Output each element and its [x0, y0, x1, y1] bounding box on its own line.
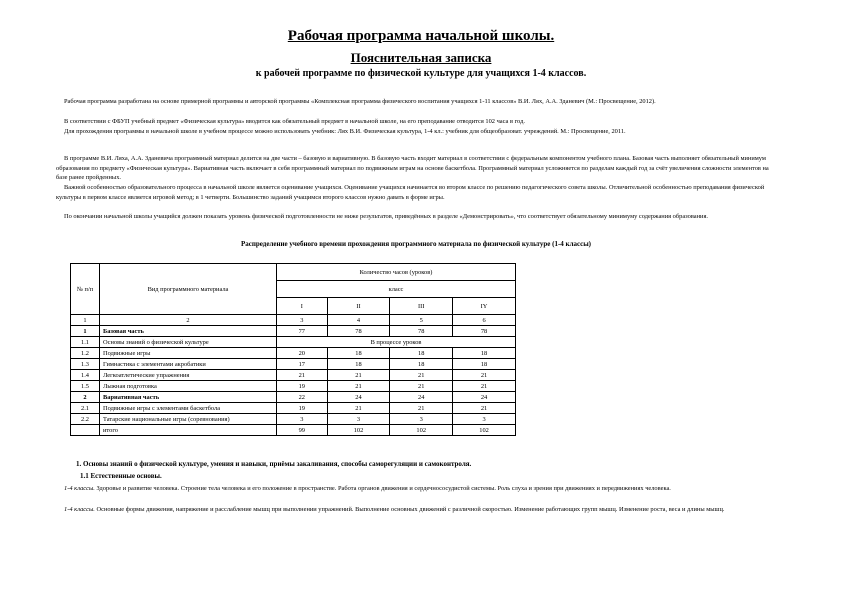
- row-value: 21: [390, 381, 453, 392]
- table-row: [71, 381, 516, 392]
- row-value: 3: [277, 414, 328, 425]
- row-value: 102: [390, 425, 453, 436]
- header-type: Вид программного материала: [100, 264, 277, 315]
- class-label: II: [327, 298, 390, 315]
- row-name: Гимнастика с элементами акробатики: [100, 359, 277, 370]
- row-value: 24: [327, 392, 390, 403]
- header-class: класс: [277, 281, 516, 298]
- index-cell: 3: [277, 315, 328, 326]
- header-hours: Количество часов (уроков): [277, 264, 516, 281]
- row-value: 21: [390, 403, 453, 414]
- row-value: 78: [453, 326, 516, 337]
- row-num: 2: [71, 392, 100, 403]
- index-cell: 2: [100, 315, 277, 326]
- row-value: 18: [453, 359, 516, 370]
- row-name: Татарские национальные игры (соревнования): [100, 414, 277, 425]
- row-value: 3: [453, 414, 516, 425]
- section-1-title: 1. Основы знаний о физической культуре, умения и навыки, приёмы закаливания, способы саморегуляции и самоконтроля.: [76, 460, 472, 468]
- subtitle: Пояснительная записка: [350, 50, 492, 65]
- row-name: Подвижные игры: [100, 348, 277, 359]
- table-row: [71, 403, 516, 414]
- index-cell: 6: [453, 315, 516, 326]
- row-value: 19: [277, 381, 328, 392]
- row-name: Лыжная подготовка: [100, 381, 277, 392]
- paragraph-structure: В программе В.И. Ляха, А.А. Зданевича программный материал делится на две части – базовую и вариативную. В базовую часть входит материал в соответствии с федеральным компонентом учебного плана. Базовая часть выполняет обязательный минимум образования по предмету «Физическая культура». Вариативная часть включает в себя программный материал по подвижным играм на основе баскетбола. Программный материал усложняется по разделам каждый год за счёт увеличения сложности элементов на базе ранее пройденных.: [56, 155, 769, 182]
- section-text-natural: [56, 484, 776, 494]
- row-value: 18: [327, 359, 390, 370]
- section-1-1-title: 1.1 Естественные основы.: [80, 472, 162, 480]
- row-value: 21: [327, 370, 390, 381]
- page-title: Рабочая программа начальной школы.: [287, 28, 555, 44]
- table-row: [71, 370, 516, 381]
- section-text-movement: [56, 505, 776, 515]
- table-row: [71, 359, 516, 370]
- row-value: 77: [277, 326, 328, 337]
- row-value: 19: [277, 403, 328, 414]
- row-name: Легкоатлетические упражнения: [100, 370, 277, 381]
- table-row: [71, 337, 516, 348]
- row-value: 18: [327, 348, 390, 359]
- row-name: итого: [100, 425, 277, 436]
- row-value: 3: [390, 414, 453, 425]
- row-value: 102: [327, 425, 390, 436]
- paragraph-assessment: Важной особенностью образовательного процесса в начальной школе является оценивание учащихся. Оценивание учащихся начинается во втором классе по решению педагогического совета школы. Отличительной особенностью преподавания физической культуры в первом классе является игровой метод; в 1 четверти. Большинство заданий учащимся второго классов нужно давать в форме игры.: [56, 184, 765, 201]
- row-value: 18: [390, 359, 453, 370]
- row-value: 24: [390, 392, 453, 403]
- row-value: 22: [277, 392, 328, 403]
- index-cell: 4: [327, 315, 390, 326]
- row-name: Базовая часть: [100, 326, 277, 337]
- index-cell: 1: [71, 315, 100, 326]
- paragraph-outcome: По окончании начальной школы учащийся должен показать уровень физической подготовленности не ниже результатов, приведённых в разделе «Демонстрировать», что соответствует обязательному минимуму содержания образования.: [64, 213, 708, 220]
- section-text-lead: 1-4 классы.: [64, 485, 95, 492]
- row-num: 1.5: [71, 381, 100, 392]
- table-row: [71, 414, 516, 425]
- row-value: 21: [453, 370, 516, 381]
- section-text-lead: 1-4 классы.: [64, 506, 95, 513]
- row-value: 18: [453, 348, 516, 359]
- row-value: 21: [327, 381, 390, 392]
- row-value: 20: [277, 348, 328, 359]
- subtitle-program: к рабочей программе по физической культуре для учащихся 1-4 классов.: [255, 68, 587, 79]
- paragraph-intro: Рабочая программа разработана на основе примерной программы и авторской программы «Комплексная программа физического воспитания учащихся 1-11 классов» В.И. Лях, А.А. Зданевич (М.: Просвещение, 2012).: [64, 98, 656, 105]
- row-num: 1.1: [71, 337, 100, 348]
- table-row: [71, 348, 516, 359]
- row-value: 18: [390, 348, 453, 359]
- row-value: 78: [327, 326, 390, 337]
- paragraph-textbook: Для прохождения программы в начальной школе в учебном процессе можно использовать учебник: Лях В.И. Физическая культура, 1-4 кл.: учебник для общеобразоват. учреждений. М.: Просвещение, 2011.: [64, 128, 626, 135]
- class-label: I: [277, 298, 328, 315]
- row-num: 1: [71, 326, 100, 337]
- row-value: 102: [453, 425, 516, 436]
- row-value: 17: [277, 359, 328, 370]
- hours-table: [70, 263, 516, 436]
- row-num: 1.3: [71, 359, 100, 370]
- row-num: 1.4: [71, 370, 100, 381]
- row-value: 3: [327, 414, 390, 425]
- section-text-body: Основные формы движения, напряжение и расслабление мышц при выполнении упражнений. Выполнение основных движений с различной скоростью. Изменение работающих групп мышц. Изменение роста, веса и длины мышц.: [94, 506, 725, 513]
- row-value: 21: [327, 403, 390, 414]
- table-row: [71, 392, 516, 403]
- header-num: № п/п: [71, 264, 100, 315]
- section-text-body: Здоровье и развитие человека. Строение тела человека и его положение в пространстве. Работа органов движения и сердечнососудистой системы. Роль слуха и зрения при движениях и передвижениях человека.: [94, 485, 671, 492]
- row-value: 78: [390, 326, 453, 337]
- table-caption: Распределение учебного времени прохождения программного материала по физической культуре (1-4 классы): [240, 240, 592, 248]
- row-value: 21: [390, 370, 453, 381]
- row-name: Подвижные игры с элементами баскетбола: [100, 403, 277, 414]
- paragraph-fbup: В соответствии с ФБУП учебный предмет «Физическая культура» вводится как обязательный предмет в начальной школе, на его преподавание отводится 102 часа в год.: [64, 118, 525, 125]
- class-label: III: [390, 298, 453, 315]
- row-name: Основы знаний о физической культуре: [100, 337, 277, 348]
- row-num: 2.1: [71, 403, 100, 414]
- row-num: [71, 425, 100, 436]
- row-merged-value: В процессе уроков: [277, 337, 516, 348]
- row-num: 2.2: [71, 414, 100, 425]
- row-num: 1.2: [71, 348, 100, 359]
- index-cell: 5: [390, 315, 453, 326]
- row-value: 21: [453, 381, 516, 392]
- row-value: 99: [277, 425, 328, 436]
- row-value: 21: [453, 403, 516, 414]
- table-row: [71, 326, 516, 337]
- class-label: IY: [453, 298, 516, 315]
- row-value: 24: [453, 392, 516, 403]
- row-name: Вариативная часть: [100, 392, 277, 403]
- row-value: 21: [277, 370, 328, 381]
- table-row-total: [71, 425, 516, 436]
